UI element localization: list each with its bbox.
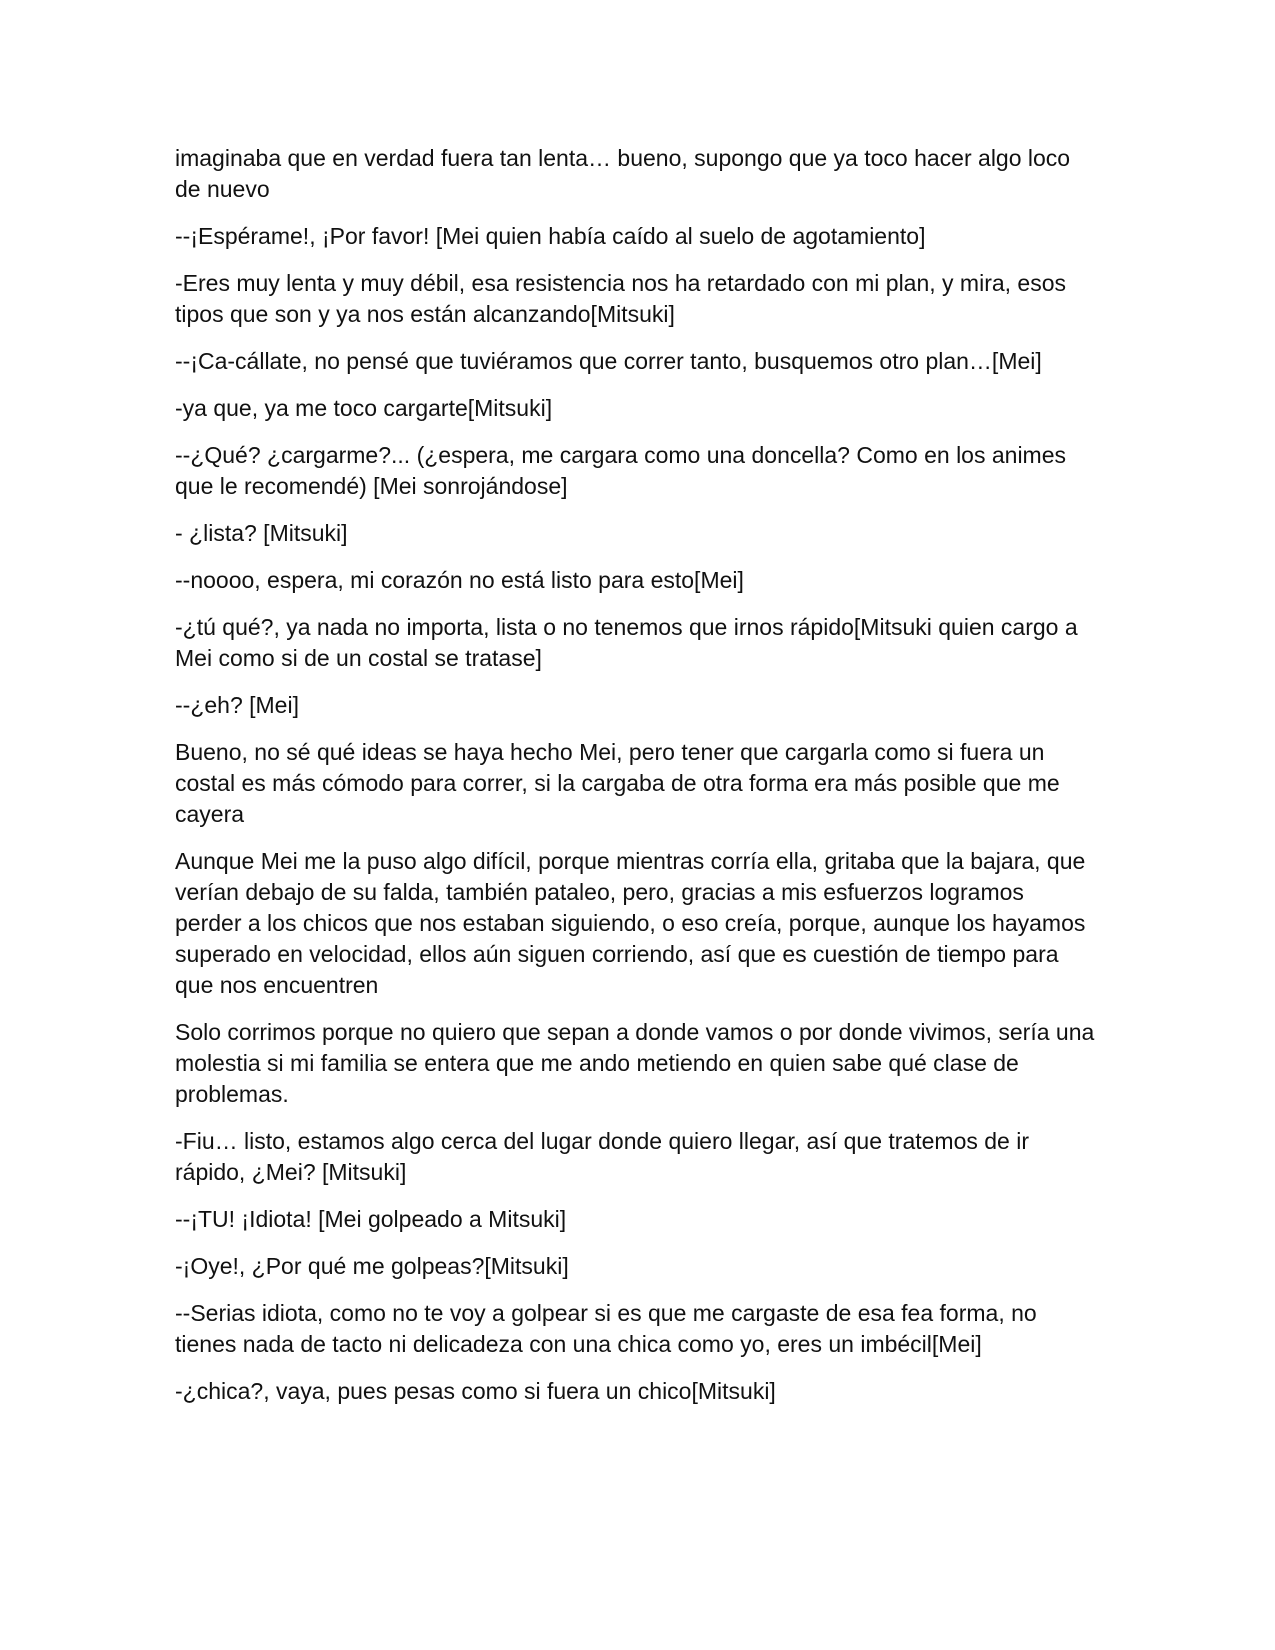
document-body — [175, 143, 1095, 1423]
paragraph: --Serias idiota, como no te voy a golpear si es que me cargaste de esa fea forma, no tienes nada de tacto ni delicadeza con una chica como yo, eres un imbécil[Mei] — [175, 1300, 1037, 1357]
paragraph: --¡Espérame!, ¡Por favor! [Mei quien había caído al suelo de agotamiento] — [175, 223, 926, 249]
paragraph: Solo corrimos porque no quiero que sepan a donde vamos o por donde vivimos, sería una molestia si mi familia se entera que me ando metiendo en quien sabe qué clase de problemas. — [175, 1019, 1095, 1107]
paragraph: -ya que, ya me toco cargarte[Mitsuki] — [175, 395, 553, 421]
paragraph: --noooo, espera, mi corazón no está listo para esto[Mei] — [175, 567, 744, 593]
paragraph: --¿Qué? ¿cargarme?... (¿espera, me cargara como una doncella? Como en los animes que le recomendé) [Mei sonrojándose] — [175, 442, 1067, 499]
paragraph: imaginaba que en verdad fuera tan lenta… bueno, supongo que ya toco hacer algo loco de nuevo — [175, 145, 1071, 202]
paragraph: -Eres muy lenta y muy débil, esa resistencia nos ha retardado con mi plan, y mira, esos tipos que son y ya nos están alcanzando[Mitsuki] — [175, 270, 1067, 327]
paragraph: --¡TU! ¡Idiota! [Mei golpeado a Mitsuki] — [175, 1206, 567, 1232]
paragraph: -¿chica?, vaya, pues pesas como si fuera un chico[Mitsuki] — [175, 1378, 776, 1404]
paragraph: --¿eh? [Mei] — [175, 692, 299, 718]
paragraph: -Fiu… listo, estamos algo cerca del lugar donde quiero llegar, así que tratemos de ir rápido, ¿Mei? [Mitsuki] — [175, 1128, 1029, 1185]
paragraph: - ¿lista? [Mitsuki] — [175, 520, 348, 546]
paragraph: --¡Ca-cállate, no pensé que tuviéramos que correr tanto, busquemos otro plan…[Mei] — [175, 348, 1042, 374]
paragraph: -¡Oye!, ¿Por qué me golpeas?[Mitsuki] — [175, 1253, 569, 1279]
paragraph: Bueno, no sé qué ideas se haya hecho Mei, pero tener que cargarla como si fuera un costal es más cómodo para correr, si la cargaba de otra forma era más posible que me cayera — [175, 739, 1060, 827]
paragraph: -¿tú qué?, ya nada no importa, lista o no tenemos que irnos rápido[Mitsuki quien cargo a Mei como si de un costal se tratase] — [175, 614, 1078, 671]
paragraph: Aunque Mei me la puso algo difícil, porque mientras corría ella, gritaba que la bajara, que verían debajo de su falda, también pataleo, pero, gracias a mis esfuerzos logramos perder a los chicos que nos estaban siguiendo, o eso creía, porque, aunque los hayamos superado en velocidad, ellos aún siguen corriendo, así que es cuestión de tiempo para que nos encuentren — [175, 848, 1086, 998]
